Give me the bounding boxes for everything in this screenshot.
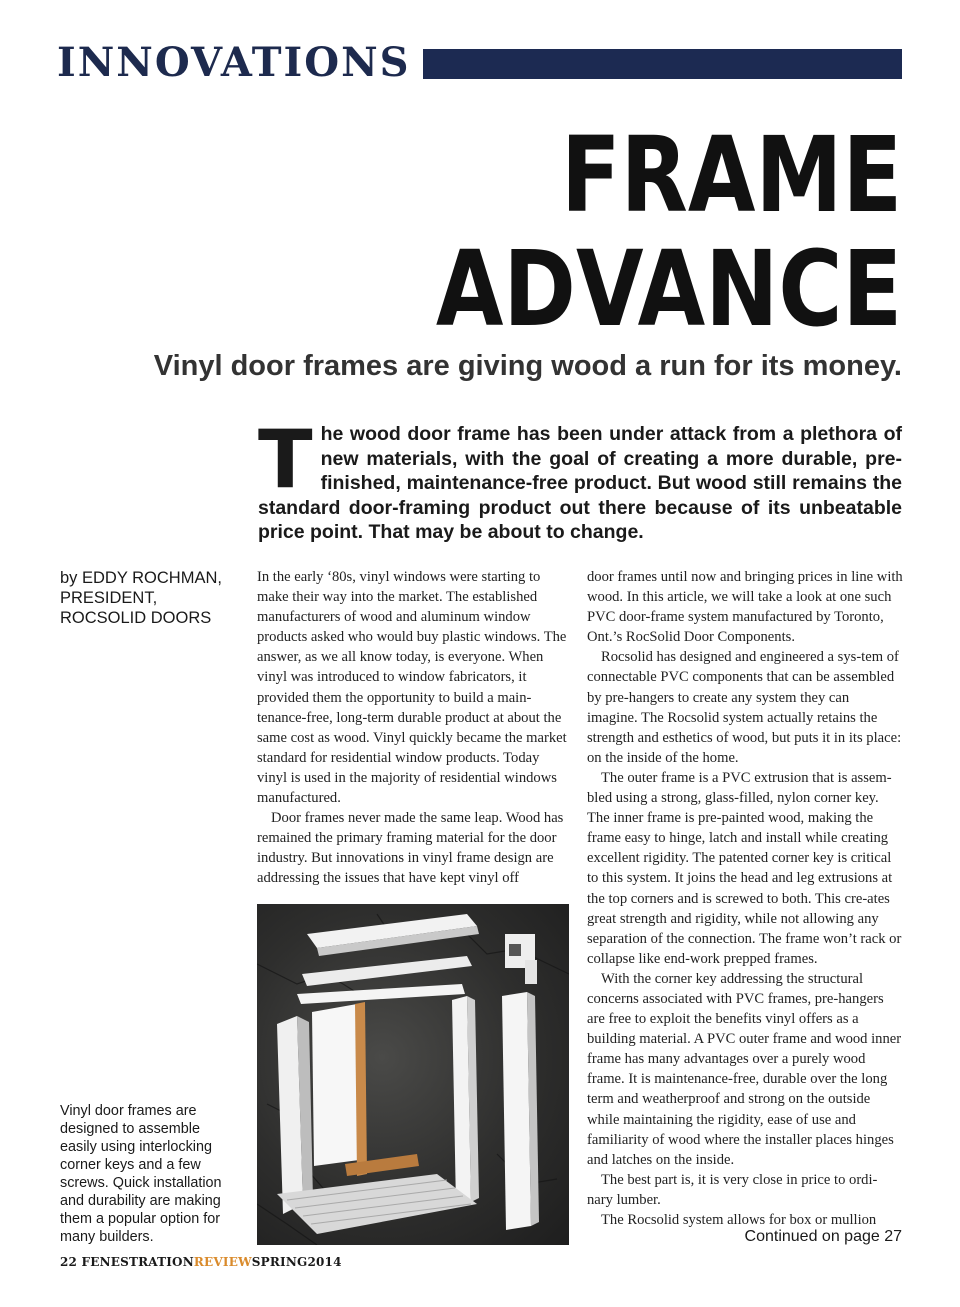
- byline-title: PRESIDENT,: [60, 589, 158, 607]
- publication-name-part2: REVIEW: [193, 1255, 252, 1269]
- byline: [60, 568, 235, 628]
- paragraph: Door frames never made the same leap. Wood has remained the primary framing material for the door industry. But innovations in vinyl frame design are addressing the issues that have kept vinyl off: [257, 810, 564, 887]
- paragraph: The best part is, it is very close in price to ordi-nary lumber.: [587, 1171, 878, 1208]
- body-column-1: [257, 567, 573, 889]
- paragraph: In the early ‘80s, vinyl windows were starting to make their way into the market. The established manufacturers of wood and aluminum window products asked who would buy plastic windows. The answer, as we all know today, is everyone. When vinyl was introduced to window fabricators, it provided them the opportunity to build a main-tenance-free, long-term durable product at about the same cost as wood. Vinyl quickly became the market standard for residential window products. Today vinyl is used in the majority of residential windows manufactured.: [257, 569, 567, 807]
- headline: [435, 114, 902, 350]
- paragraph: With the corner key addressing the structural concerns associated with PVC frames, pre-hangers are free to exploit the benefits vinyl offers as a building material. A PVC outer frame and wood inner frame has many advantages over a purely wood frame. It is maintenance-free, durable over the long term and weatherproof and strong on the outside while maintaining the rigidity, ease of use and familiarity of wood where the installer places hinges and latches on the inside.: [587, 970, 902, 1168]
- publication-name-part1: FENESTRATION: [81, 1255, 194, 1269]
- intro-text: he wood door frame has been under attack from a plethora of new materials, with the goal of creating a more durable, pre-finished, maintenance-free product. But wood still remains the standard door-framing product out there because of its unbeatable price point. That may be about to change.: [258, 423, 902, 543]
- drop-cap: T: [258, 413, 313, 506]
- door-frame-photo: [257, 904, 569, 1245]
- intro-paragraph: [258, 413, 902, 545]
- section-header: [57, 40, 902, 86]
- section-rule: [423, 49, 902, 79]
- page-footer: [60, 1255, 342, 1269]
- exploded-frame-illustration: [257, 904, 569, 1245]
- issue-label: SPRING2014: [251, 1255, 342, 1269]
- paragraph: Rocsolid has designed and engineered a sys-tem of connectable PVC components that can be assembled by pre-hangers to create any system they can imagine. The Rocsolid system actually retains the strength and esthetics of wood, but puts it in its place: on the inside of the home.: [587, 649, 902, 766]
- paragraph: The outer frame is a PVC extrusion that is assem-bled using a strong, glass-filled, nylon corner key. The inner frame is pre-painted wood, making the frame easy to hinge, latch and install while creating excellent rigidity. The patented corner key is critical to this system. It joins the head and leg extrusions at the top corners and is screwed to both. This cre-ates great strength and rigidity, while not allowing any separation of the connection. The frame won’t rack or collapse like end-work prepped frames.: [587, 769, 902, 967]
- byline-author: by EDDY ROCHMAN,: [60, 569, 222, 587]
- body-column-2: [587, 567, 903, 1230]
- headline-line-1: FRAME: [560, 114, 902, 236]
- paragraph: The Rocsolid system allows for box or mullion: [601, 1212, 877, 1228]
- section-label: INNOVATIONS: [57, 39, 411, 86]
- deck: Vinyl door frames are giving wood a run for its money.: [153, 350, 902, 382]
- page-number: 22: [60, 1255, 78, 1269]
- byline-company: ROCSOLID DOORS: [60, 609, 212, 627]
- paragraph: door frames until now and bringing prices in line with wood. In this article, we will take a look at one such PVC door-frame system manufactured by Toronto, Ont.’s RocSolid Door Components.: [587, 569, 903, 646]
- photo-caption: Vinyl door frames are designed to assemble easily using interlocking corner keys and a few screws. Quick installation and durability are making them a popular option for many builders.: [60, 1103, 222, 1245]
- continued-link[interactable]: Continued on page 27: [744, 1228, 902, 1245]
- headline-line-2: ADVANCE: [435, 228, 902, 350]
